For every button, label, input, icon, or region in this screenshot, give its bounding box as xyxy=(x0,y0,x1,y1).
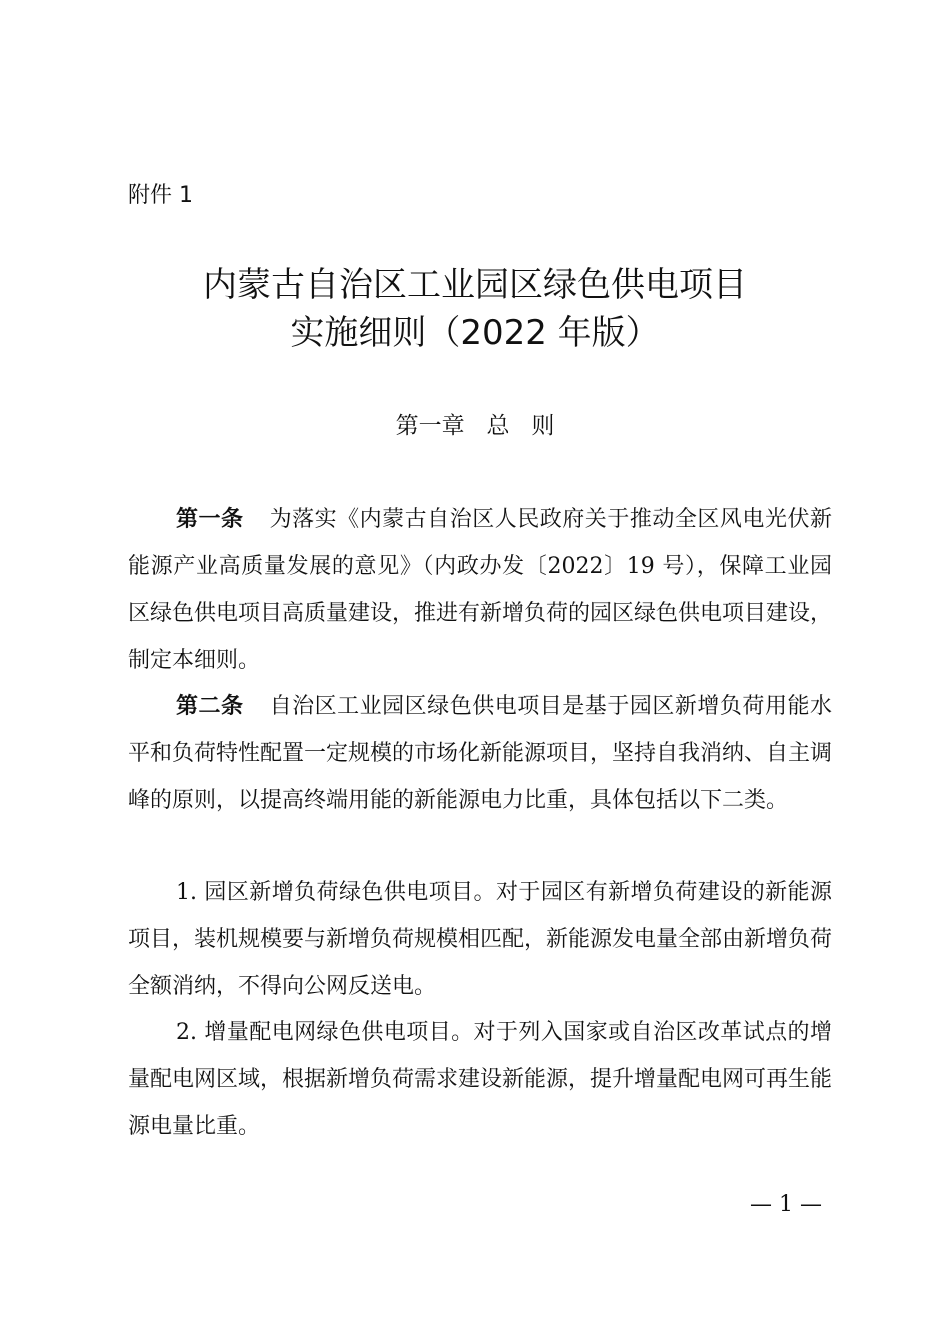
list-item-1 xyxy=(128,869,832,1010)
document-title-line-2: 实施细则（2022 年版） xyxy=(290,313,660,353)
list-item-2-text: 2. 增量配电网绿色供电项目。对于列入国家或自治区改革试点的增量配电网区域，根据新增负荷需求建设新能源，提升增量配电网可再生能源电量比重。 xyxy=(128,1020,833,1139)
article-2-text: 自治区工业园区绿色供电项目是基于园区新增负荷用能水平和负荷特性配置一定规模的市场化新能源项目，坚持自我消纳、自主调峰的原则，以提高终端用能的新能源电力比重，具体包括以下二类。 xyxy=(128,694,833,813)
document-title-line-1: 内蒙古自治区工业园区绿色供电项目 xyxy=(203,265,747,305)
article-1 xyxy=(128,496,832,684)
article-2-label: 第二条 xyxy=(176,694,244,719)
article-1-text: 为落实《内蒙古自治区人民政府关于推动全区风电光伏新能源产业高质量发展的意见》（内政办发〔2022〕19 号），保障工业园区绿色供电项目高质量建设，推进有新增负荷的园区绿色供电项目建设，制定本细则。 xyxy=(128,507,833,673)
chapter-heading: 第一章 总 则 xyxy=(395,413,555,439)
article-2 xyxy=(128,683,832,824)
attachment-label: 附件 1 xyxy=(128,183,193,208)
list-item-1-text: 1. 园区新增负荷绿色供电项目。对于园区有新增负荷建设的新能源项目，装机规模要与新增负荷规模相匹配，新能源发电量全部由新增负荷全额消纳，不得向公网反送电。 xyxy=(128,880,833,999)
page-number: — 1 — xyxy=(750,1192,822,1217)
list-item-2 xyxy=(128,1009,832,1150)
article-1-label: 第一条 xyxy=(176,507,244,532)
